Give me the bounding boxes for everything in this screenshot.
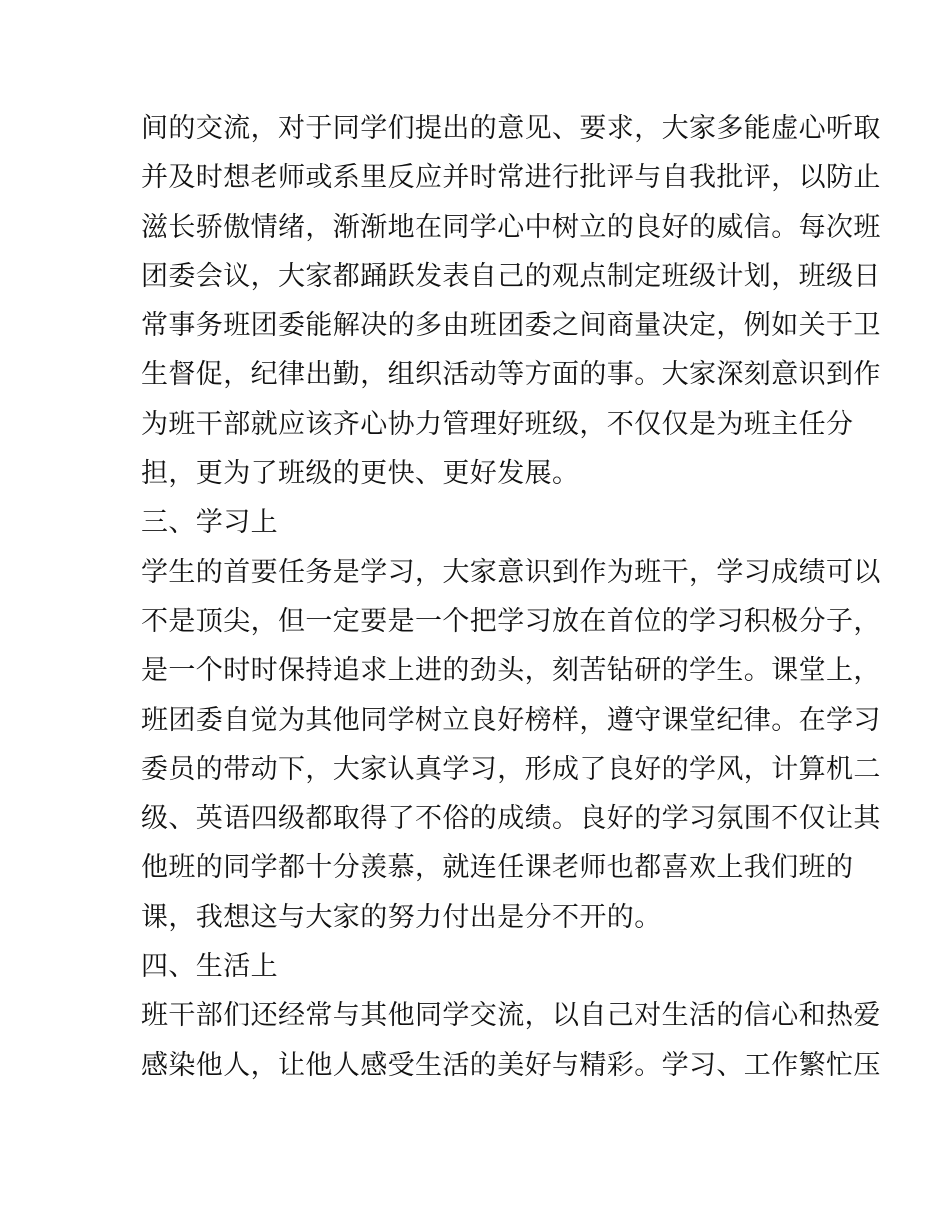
- text-line: 他班的同学都十分羡慕，就连任课老师也都喜欢上我们班的: [141, 852, 854, 884]
- text-line: 生督促，纪律出勤，组织活动等方面的事。大家深刻意识到作: [141, 359, 881, 391]
- text-line: 学生的首要任务是学习，大家意识到作为班干，学习成绩可以: [141, 556, 881, 588]
- text-line: 班团委自觉为其他同学树立良好榜样，遵守课堂纪律。在学习: [141, 704, 881, 736]
- text-line: 为班干部就应该齐心协力管理好班级，不仅仅是为班主任分: [141, 408, 854, 440]
- text-line: 委员的带动下，大家认真学习，形成了良好的学风，计算机二: [141, 753, 881, 785]
- section-heading: 四、生活上: [141, 951, 278, 983]
- text-line: 团委会议，大家都踊跃发表自己的观点制定班级计划，班级日: [141, 260, 881, 292]
- text-line: 感染他人，让他人感受生活的美好与精彩。学习、工作繁忙压: [141, 1049, 881, 1081]
- text-line: 是一个时时保持追求上进的劲头，刻苦钻研的学生。课堂上，: [141, 655, 881, 687]
- text-line: 常事务班团委能解决的多由班团委之间商量决定，例如关于卫: [141, 310, 881, 342]
- text-line: 滋长骄傲情绪，渐渐地在同学心中树立的良好的威信。每次班: [141, 211, 881, 243]
- text-line: 级、英语四级都取得了不俗的成绩。良好的学习氛围不仅让其: [141, 803, 881, 835]
- text-line: 并及时想老师或系里反应并时常进行批评与自我批评，以防止: [141, 162, 881, 194]
- text-line: 不是顶尖，但一定要是一个把学习放在首位的学习积极分子，: [141, 605, 881, 637]
- body-text: [141, 104, 881, 1090]
- text-line: 班干部们还经常与其他同学交流，以自己对生活的信心和热爱: [141, 1000, 881, 1032]
- text-line: 课，我想这与大家的努力付出是分不开的。: [141, 901, 662, 933]
- section-heading: 三、学习上: [141, 507, 278, 539]
- text-line: 间的交流，对于同学们提出的意见、要求，大家多能虚心听取: [141, 113, 881, 144]
- text-line: 担，更为了班级的更快、更好发展。: [141, 458, 580, 490]
